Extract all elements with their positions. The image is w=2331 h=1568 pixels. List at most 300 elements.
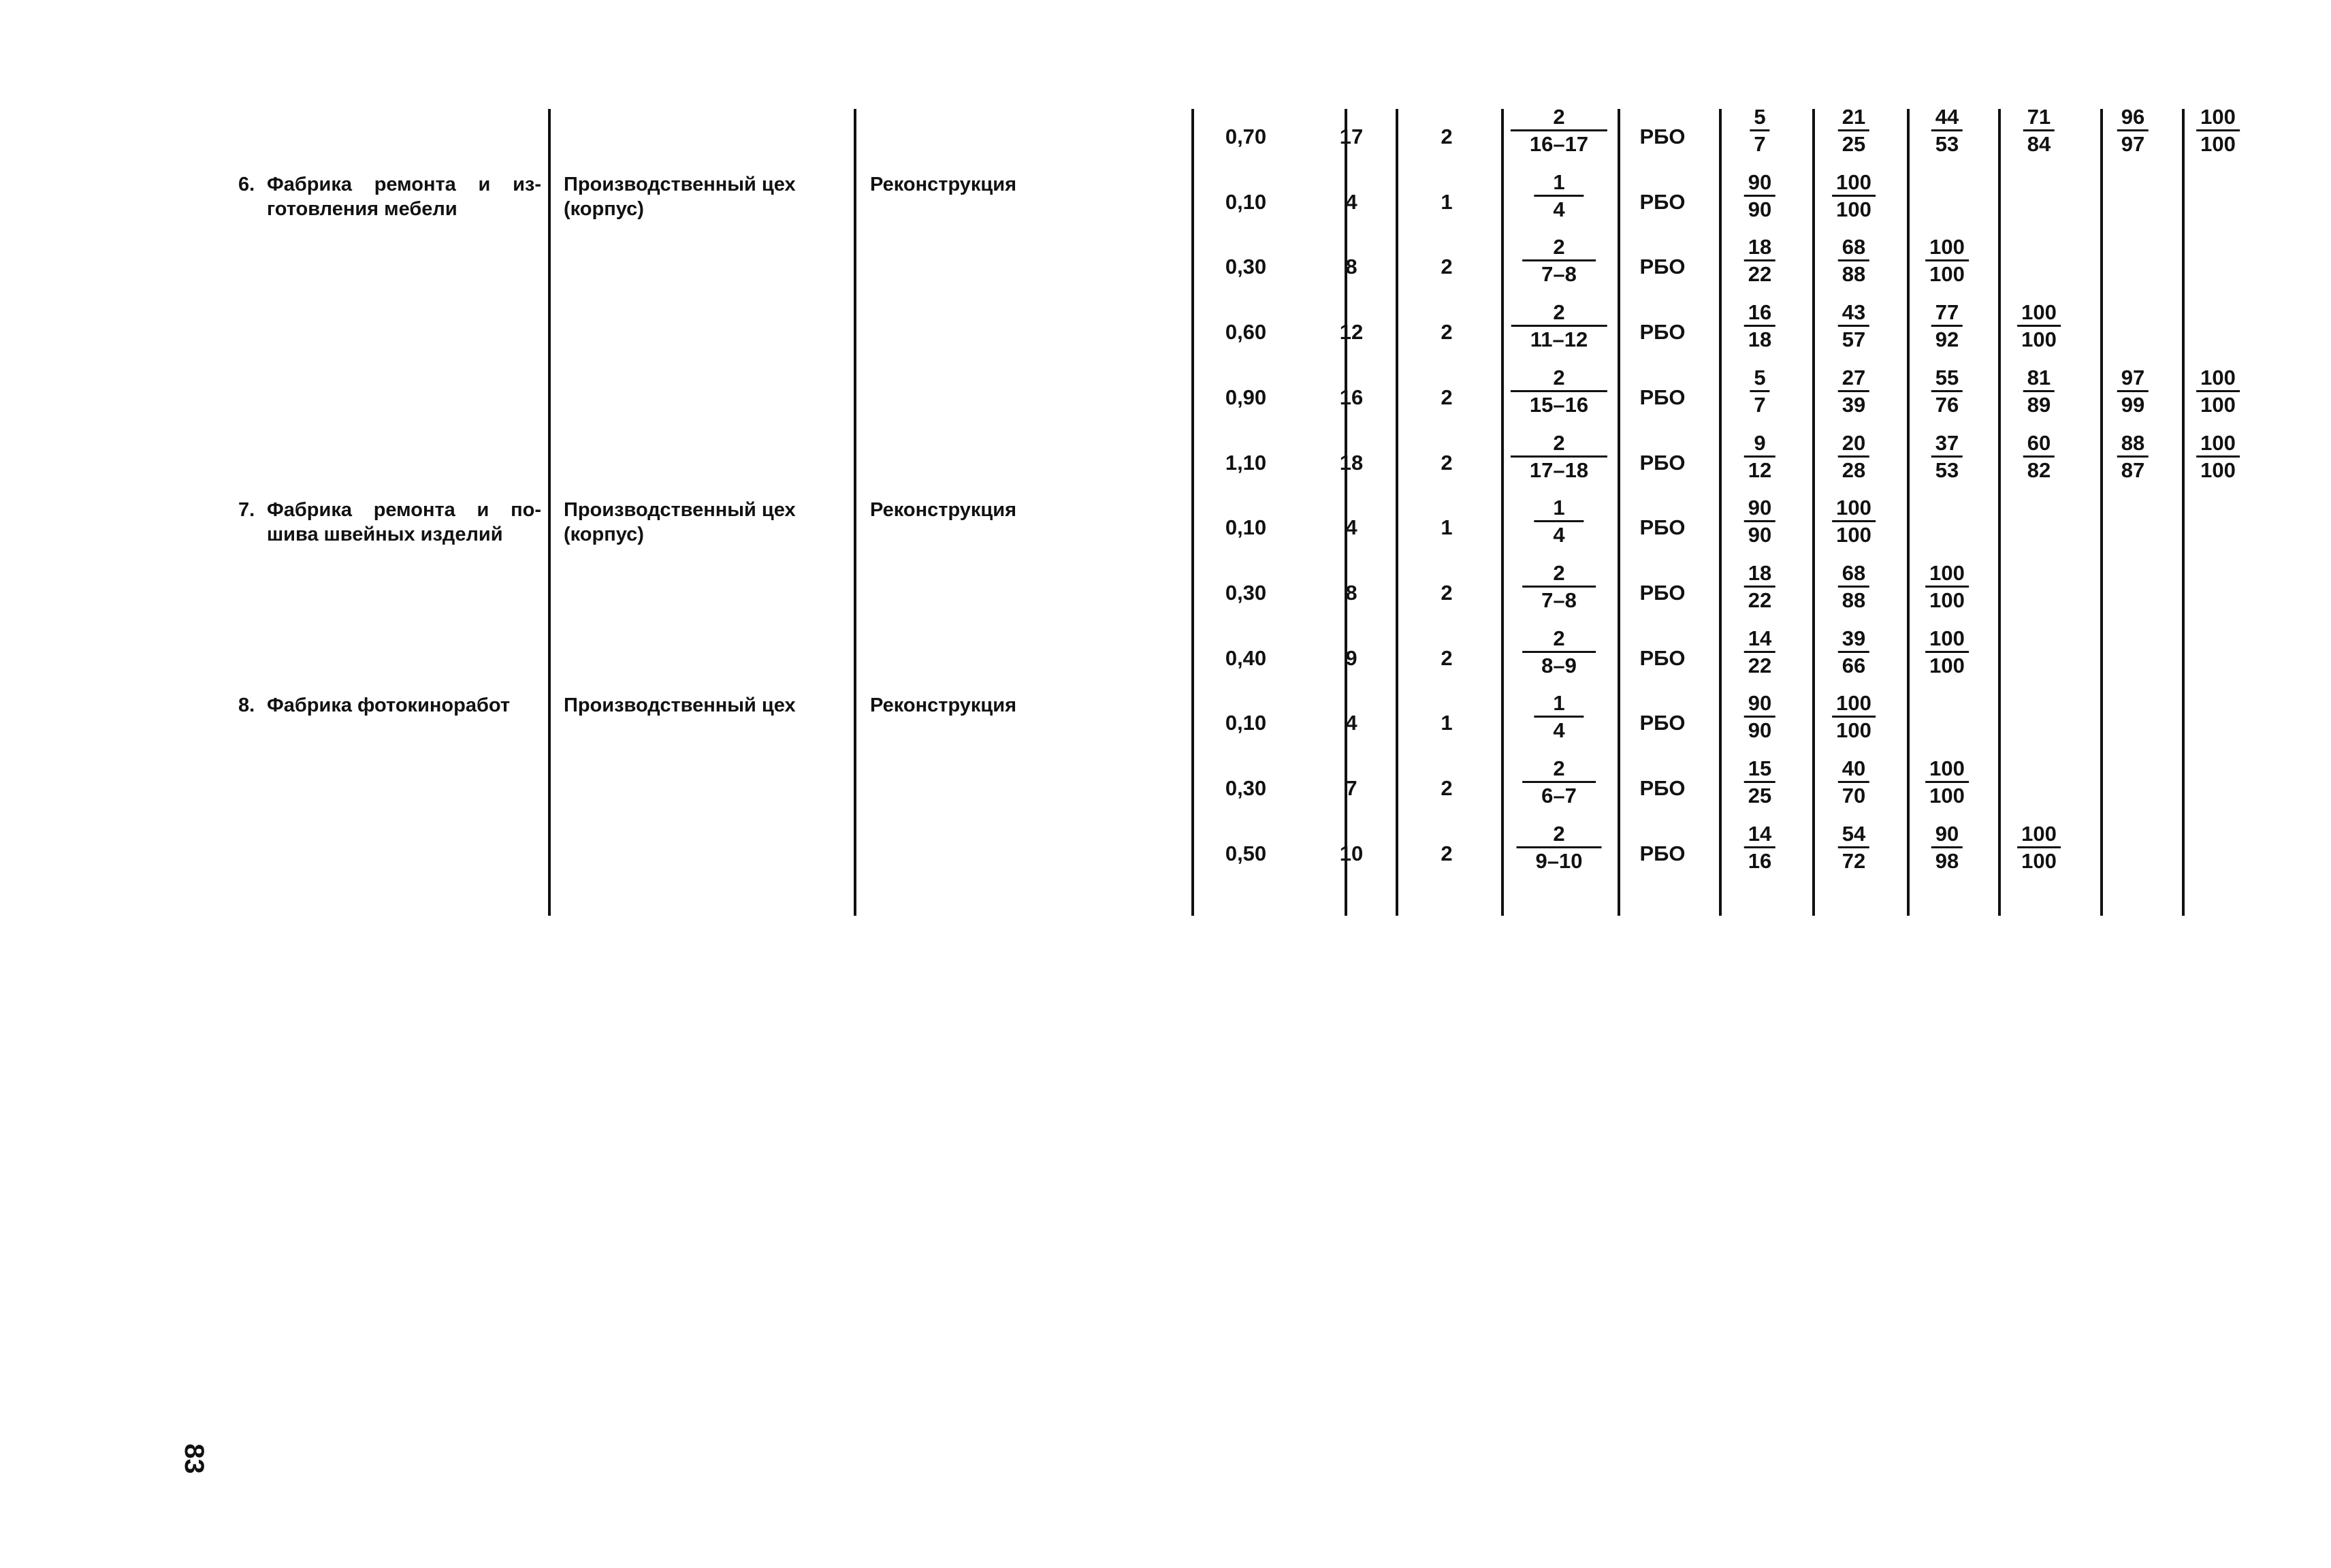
fraction-bar [2196, 455, 2240, 458]
fraction-denominator: 100 [2200, 392, 2236, 417]
fraction-denominator: 15–16 [1529, 392, 1589, 417]
fraction-numerator: 20 [1842, 430, 1866, 455]
fraction-bar [1750, 390, 1769, 392]
fraction-numerator: 96 [2121, 105, 2145, 129]
readiness-share [1925, 627, 1969, 677]
readiness-share [1838, 757, 1869, 807]
readiness-share [1838, 366, 1869, 417]
fraction-bar [2117, 390, 2149, 392]
fraction-numerator: 37 [1935, 430, 1959, 455]
fraction-denominator: 39 [1842, 392, 1866, 417]
fraction-bar [1744, 520, 1775, 522]
fraction-denominator: 25 [1842, 132, 1866, 156]
readiness-share [1925, 236, 1969, 286]
fraction-denominator: 100 [2200, 458, 2236, 482]
fraction-bar [1744, 325, 1775, 327]
fraction-denominator: 72 [1842, 848, 1866, 873]
readiness-share [1744, 822, 1775, 873]
fraction-denominator: 25 [1748, 784, 1772, 807]
cost-cell: 0,70 [1225, 125, 1267, 148]
fraction-bar [1838, 325, 1869, 327]
fraction-denominator: 89 [2027, 392, 2051, 417]
fraction-bar [1931, 846, 1963, 848]
fraction-bar [2023, 390, 2055, 392]
fraction-bar [1838, 129, 1869, 131]
readiness-share [1931, 822, 1963, 873]
stage-fraction [1549, 496, 1569, 547]
readiness-share [2117, 366, 2149, 417]
fraction-bar [1931, 455, 1963, 458]
fraction-denominator: 12 [1748, 458, 1772, 482]
stage-count-cell: 2 [1441, 776, 1453, 800]
fraction-numerator: 14 [1748, 626, 1772, 650]
fraction-numerator: 21 [1842, 105, 1866, 129]
object-name [238, 498, 541, 547]
fraction-denominator: 90 [1748, 718, 1772, 743]
organization-cell: РБО [1639, 776, 1686, 800]
fraction-numerator: 88 [2121, 430, 2145, 455]
readiness-share [1931, 432, 1963, 482]
readiness-share [1838, 106, 1869, 156]
fraction-denominator: 90 [1748, 197, 1772, 221]
fraction-denominator: 53 [1935, 132, 1959, 156]
fraction-numerator: 1 [1553, 170, 1565, 194]
fraction-numerator: 2 [1553, 626, 1565, 650]
fraction-denominator: 84 [2027, 132, 2051, 156]
column-rule [1618, 109, 1620, 916]
fraction-bar [1534, 520, 1584, 522]
organization-cell: РБО [1639, 125, 1686, 148]
fraction-numerator: 68 [1842, 235, 1866, 259]
fraction-numerator: 97 [2121, 365, 2145, 389]
fraction-numerator: 39 [1842, 626, 1866, 650]
fraction-denominator: 98 [1935, 848, 1959, 873]
fraction-denominator: 82 [2027, 458, 2051, 482]
cost-cell: 1,10 [1225, 450, 1267, 475]
fraction-denominator: 22 [1748, 588, 1772, 612]
column-rule [1501, 109, 1504, 916]
readiness-share [1832, 496, 1876, 547]
fraction-numerator: 2 [1553, 105, 1565, 129]
fraction-numerator: 54 [1842, 821, 1866, 846]
organization-cell: РБО [1639, 450, 1686, 475]
fraction-denominator: 6–7 [1541, 784, 1577, 807]
readiness-share [1744, 757, 1775, 807]
cost-cell: 0,10 [1225, 711, 1267, 735]
object-number: 6. [238, 173, 255, 195]
stage-count-cell: 2 [1441, 645, 1453, 670]
readiness-share [1750, 366, 1769, 417]
object-number: 8. [238, 694, 255, 717]
fraction-bar [1838, 259, 1869, 261]
fraction-denominator: 4 [1553, 197, 1565, 221]
stage-fraction [1526, 106, 1592, 156]
fraction-denominator: 7–8 [1541, 588, 1577, 612]
stage-count-cell: 2 [1441, 841, 1453, 865]
fraction-numerator: 100 [1929, 235, 1965, 259]
readiness-share [2196, 366, 2240, 417]
fraction-bar [2023, 455, 2055, 458]
fraction-numerator: 81 [2027, 365, 2051, 389]
readiness-share [2196, 432, 2240, 482]
cost-cell: 0,10 [1225, 515, 1267, 540]
column-rule [1812, 109, 1815, 916]
fraction-bar [1838, 651, 1869, 653]
fraction-numerator: 1 [1553, 691, 1565, 716]
fraction-bar [2023, 129, 2055, 131]
duration-cell: 4 [1345, 711, 1357, 735]
fraction-bar [2017, 325, 2061, 327]
fraction-numerator: 18 [1748, 235, 1772, 259]
fraction-denominator: 100 [2021, 327, 2057, 352]
column-rule [1191, 109, 1194, 916]
readiness-share [1838, 627, 1869, 677]
fraction-numerator: 2 [1553, 821, 1565, 846]
organization-cell: РБО [1639, 385, 1686, 409]
duration-cell: 18 [1339, 450, 1364, 475]
cost-cell: 0,30 [1225, 580, 1267, 605]
fraction-bar [1534, 716, 1584, 718]
readiness-share [1838, 822, 1869, 873]
fraction-numerator: 2 [1553, 235, 1565, 259]
fraction-denominator: 28 [1842, 458, 1866, 482]
cost-cell: 0,10 [1225, 189, 1267, 214]
fraction-denominator: 18 [1748, 327, 1772, 352]
duration-cell: 17 [1339, 125, 1364, 148]
fraction-numerator: 100 [1929, 756, 1965, 780]
readiness-share [1931, 366, 1963, 417]
fraction-bar [1750, 129, 1769, 131]
stage-fraction [1526, 432, 1592, 482]
fraction-numerator: 90 [1935, 821, 1959, 846]
fraction-numerator: 27 [1842, 365, 1866, 389]
fraction-numerator: 2 [1553, 430, 1565, 455]
duration-cell: 12 [1339, 320, 1364, 345]
fraction-numerator: 100 [1929, 626, 1965, 650]
organization-cell: РБО [1639, 320, 1686, 345]
stage-count-cell: 1 [1441, 515, 1453, 540]
production-type: Производственный цех [564, 694, 796, 717]
production-type: Производственный цех (корпус) [564, 173, 796, 220]
fraction-numerator: 2 [1553, 300, 1565, 325]
fraction-numerator: 100 [1836, 170, 1871, 194]
organization-cell: РБО [1639, 255, 1686, 279]
fraction-numerator: 2 [1553, 365, 1565, 389]
column-rule [1998, 109, 2001, 916]
fraction-denominator: 7 [1754, 132, 1766, 156]
fraction-bar [1925, 259, 1969, 261]
fraction-numerator: 100 [1836, 691, 1871, 716]
fraction-bar [2196, 129, 2240, 131]
production-type: Производственный цех (корпус) [564, 499, 796, 546]
fraction-numerator: 90 [1748, 496, 1772, 520]
stage-fraction [1526, 366, 1592, 417]
readiness-share [1744, 236, 1775, 286]
fraction-denominator: 100 [1929, 588, 1965, 612]
fraction-denominator: 88 [1842, 588, 1866, 612]
readiness-share [1744, 301, 1775, 351]
fraction-denominator: 100 [1929, 653, 1965, 677]
duration-cell: 7 [1345, 776, 1357, 800]
fraction-bar [1511, 129, 1607, 131]
fraction-numerator: 14 [1748, 821, 1772, 846]
column-rule [2100, 109, 2103, 916]
readiness-share [2023, 432, 2055, 482]
fraction-bar [1832, 520, 1876, 522]
fraction-bar [1838, 781, 1869, 783]
stage-fraction [1537, 627, 1581, 677]
fraction-denominator: 76 [1935, 392, 1959, 417]
fraction-numerator: 40 [1842, 756, 1866, 780]
fraction-numerator: 100 [1836, 496, 1871, 520]
readiness-share [1832, 171, 1876, 221]
stage-fraction [1549, 171, 1569, 221]
fraction-denominator: 100 [2021, 848, 2057, 873]
duration-cell: 8 [1345, 580, 1357, 605]
fraction-numerator: 2 [1553, 756, 1565, 780]
object-name-text: Фабрика ремонта и из-готовления мебели [267, 173, 541, 220]
readiness-share [2023, 106, 2055, 156]
readiness-share [2196, 106, 2240, 156]
fraction-bar [1744, 586, 1775, 588]
fraction-denominator: 4 [1553, 718, 1565, 743]
fraction-denominator: 100 [1836, 197, 1871, 221]
fraction-numerator: 16 [1748, 300, 1772, 325]
fraction-numerator: 100 [2021, 300, 2057, 325]
fraction-bar [2196, 390, 2240, 392]
readiness-share [1931, 301, 1963, 351]
organization-cell: РБО [1639, 645, 1686, 670]
readiness-share [1744, 171, 1775, 221]
fraction-bar [1931, 390, 1963, 392]
readiness-share [2017, 822, 2061, 873]
object-name-text: Фабрика ремонта и по-шива швейных изделий [267, 499, 541, 546]
fraction-denominator: 90 [1748, 523, 1772, 547]
fraction-bar [1925, 781, 1969, 783]
page-number: 83 [178, 1443, 209, 1474]
column-rule [1719, 109, 1722, 916]
fraction-denominator: 8–9 [1541, 653, 1577, 677]
fraction-bar [1522, 781, 1596, 783]
cost-cell: 0,90 [1225, 385, 1267, 409]
duration-cell: 8 [1345, 255, 1357, 279]
fraction-numerator: 100 [2200, 365, 2236, 389]
fraction-denominator: 22 [1748, 653, 1772, 677]
duration-cell: 9 [1345, 645, 1357, 670]
stage-fraction [1537, 757, 1581, 807]
fraction-bar [1511, 390, 1607, 392]
fraction-numerator: 68 [1842, 560, 1866, 585]
readiness-share [1838, 301, 1869, 351]
readiness-share [1838, 432, 1869, 482]
readiness-share [1744, 627, 1775, 677]
fraction-numerator: 43 [1842, 300, 1866, 325]
fraction-bar [1832, 195, 1876, 197]
stage-fraction [1532, 822, 1587, 873]
fraction-bar [1838, 586, 1869, 588]
readiness-share [1744, 562, 1775, 612]
fraction-denominator: 7 [1754, 392, 1766, 417]
stage-fraction [1537, 236, 1581, 286]
fraction-denominator: 100 [1836, 523, 1871, 547]
fraction-numerator: 100 [2021, 821, 2057, 846]
fraction-denominator: 11–12 [1530, 327, 1588, 352]
readiness-share [1744, 496, 1775, 547]
fraction-denominator: 53 [1935, 458, 1959, 482]
readiness-share [2117, 432, 2149, 482]
stage-count-cell: 2 [1441, 385, 1453, 409]
readiness-share [2017, 301, 2061, 351]
fraction-bar [1522, 651, 1596, 653]
fraction-denominator: 99 [2121, 392, 2145, 417]
fraction-denominator: 87 [2121, 458, 2145, 482]
fraction-denominator: 16 [1748, 848, 1772, 873]
cost-cell: 0,30 [1225, 255, 1267, 279]
object-name-text: Фабрика фотокиноработ [267, 694, 511, 717]
fraction-numerator: 5 [1754, 105, 1766, 129]
fraction-numerator: 1 [1553, 496, 1565, 520]
fraction-numerator: 2 [1553, 560, 1565, 585]
organization-cell: РБО [1639, 515, 1686, 540]
stage-count-cell: 2 [1441, 580, 1453, 605]
fraction-numerator: 18 [1748, 560, 1772, 585]
fraction-denominator: 7–8 [1541, 262, 1577, 287]
fraction-bar [1744, 259, 1775, 261]
fraction-bar [1925, 651, 1969, 653]
readiness-share [1925, 562, 1969, 612]
organization-cell: РБО [1639, 189, 1686, 214]
column-rule [1907, 109, 1910, 916]
cost-cell: 0,60 [1225, 320, 1267, 345]
construction-type: Реконструкция [870, 499, 1016, 522]
fraction-numerator: 55 [1935, 365, 1959, 389]
fraction-bar [1925, 586, 1969, 588]
fraction-numerator: 90 [1748, 170, 1772, 194]
stage-count-cell: 2 [1441, 125, 1453, 148]
object-number: 7. [238, 499, 255, 522]
stage-count-cell: 2 [1441, 320, 1453, 345]
readiness-share [2023, 366, 2055, 417]
column-rule [854, 109, 856, 916]
fraction-numerator: 90 [1748, 691, 1772, 716]
fraction-numerator: 100 [1929, 560, 1965, 585]
fraction-bar [2017, 846, 2061, 848]
fraction-numerator: 100 [2200, 105, 2236, 129]
fraction-numerator: 77 [1935, 300, 1959, 325]
stage-count-cell: 1 [1441, 711, 1453, 735]
cost-cell: 0,40 [1225, 645, 1267, 670]
organization-cell: РБО [1639, 580, 1686, 605]
duration-cell: 4 [1345, 515, 1357, 540]
fraction-bar [1832, 716, 1876, 718]
fraction-denominator: 4 [1553, 523, 1565, 547]
fraction-denominator: 92 [1935, 327, 1959, 352]
duration-cell: 16 [1339, 385, 1364, 409]
column-rule [2182, 109, 2185, 916]
fraction-bar [1838, 455, 1869, 458]
fraction-numerator: 60 [2027, 430, 2051, 455]
organization-cell: РБО [1639, 841, 1686, 865]
fraction-bar [1517, 846, 1602, 848]
fraction-bar [1838, 390, 1869, 392]
readiness-share [1832, 692, 1876, 742]
fraction-denominator: 17–18 [1529, 458, 1589, 482]
object-name [238, 693, 541, 718]
stage-count-cell: 1 [1441, 189, 1453, 214]
fraction-numerator: 5 [1754, 365, 1766, 389]
cost-cell: 0,50 [1225, 841, 1267, 865]
readiness-share [1744, 692, 1775, 742]
fraction-bar [1744, 651, 1775, 653]
fraction-denominator: 16–17 [1529, 132, 1589, 156]
fraction-bar [1744, 781, 1775, 783]
readiness-share [1750, 106, 1769, 156]
fraction-numerator: 71 [2027, 105, 2051, 129]
fraction-numerator: 44 [1935, 105, 1959, 129]
fraction-bar [2117, 129, 2149, 131]
fraction-bar [1838, 846, 1869, 848]
fraction-bar [1522, 586, 1596, 588]
fraction-bar [1522, 259, 1596, 261]
stage-fraction [1549, 692, 1569, 742]
fraction-bar [1511, 325, 1607, 327]
fraction-denominator: 100 [1929, 784, 1965, 807]
fraction-denominator: 70 [1842, 784, 1866, 807]
fraction-bar [2117, 455, 2149, 458]
readiness-share [1838, 562, 1869, 612]
stage-count-cell: 2 [1441, 450, 1453, 475]
readiness-share [1925, 757, 1969, 807]
fraction-numerator: 100 [2200, 430, 2236, 455]
fraction-denominator: 100 [2200, 132, 2236, 156]
fraction-bar [1744, 716, 1775, 718]
fraction-denominator: 97 [2121, 132, 2145, 156]
column-rule [548, 109, 551, 916]
fraction-denominator: 100 [1929, 262, 1965, 287]
construction-type: Реконструкция [870, 694, 1016, 717]
fraction-bar [1511, 455, 1607, 458]
duration-cell: 10 [1339, 841, 1364, 865]
object-name [238, 172, 541, 221]
fraction-denominator: 66 [1842, 653, 1866, 677]
cost-cell: 0,30 [1225, 776, 1267, 800]
fraction-bar [1931, 325, 1963, 327]
readiness-share [2117, 106, 2149, 156]
column-rule [1396, 109, 1398, 916]
readiness-share [1931, 106, 1963, 156]
fraction-bar [1931, 129, 1963, 131]
duration-cell: 4 [1345, 189, 1357, 214]
fraction-denominator: 22 [1748, 262, 1772, 287]
fraction-denominator: 57 [1842, 327, 1866, 352]
fraction-bar [1744, 846, 1775, 848]
stage-fraction [1537, 562, 1581, 612]
fraction-denominator: 88 [1842, 262, 1866, 287]
fraction-numerator: 15 [1748, 756, 1772, 780]
readiness-share [1744, 432, 1775, 482]
fraction-bar [1744, 455, 1775, 458]
organization-cell: РБО [1639, 711, 1686, 735]
fraction-denominator: 9–10 [1535, 848, 1583, 873]
fraction-bar [1744, 195, 1775, 197]
fraction-numerator: 9 [1754, 430, 1766, 455]
stage-fraction [1526, 301, 1592, 351]
fraction-bar [1534, 195, 1584, 197]
readiness-share [1838, 236, 1869, 286]
fraction-denominator: 100 [1836, 718, 1871, 743]
stage-count-cell: 2 [1441, 255, 1453, 279]
construction-type: Реконструкция [870, 173, 1016, 195]
